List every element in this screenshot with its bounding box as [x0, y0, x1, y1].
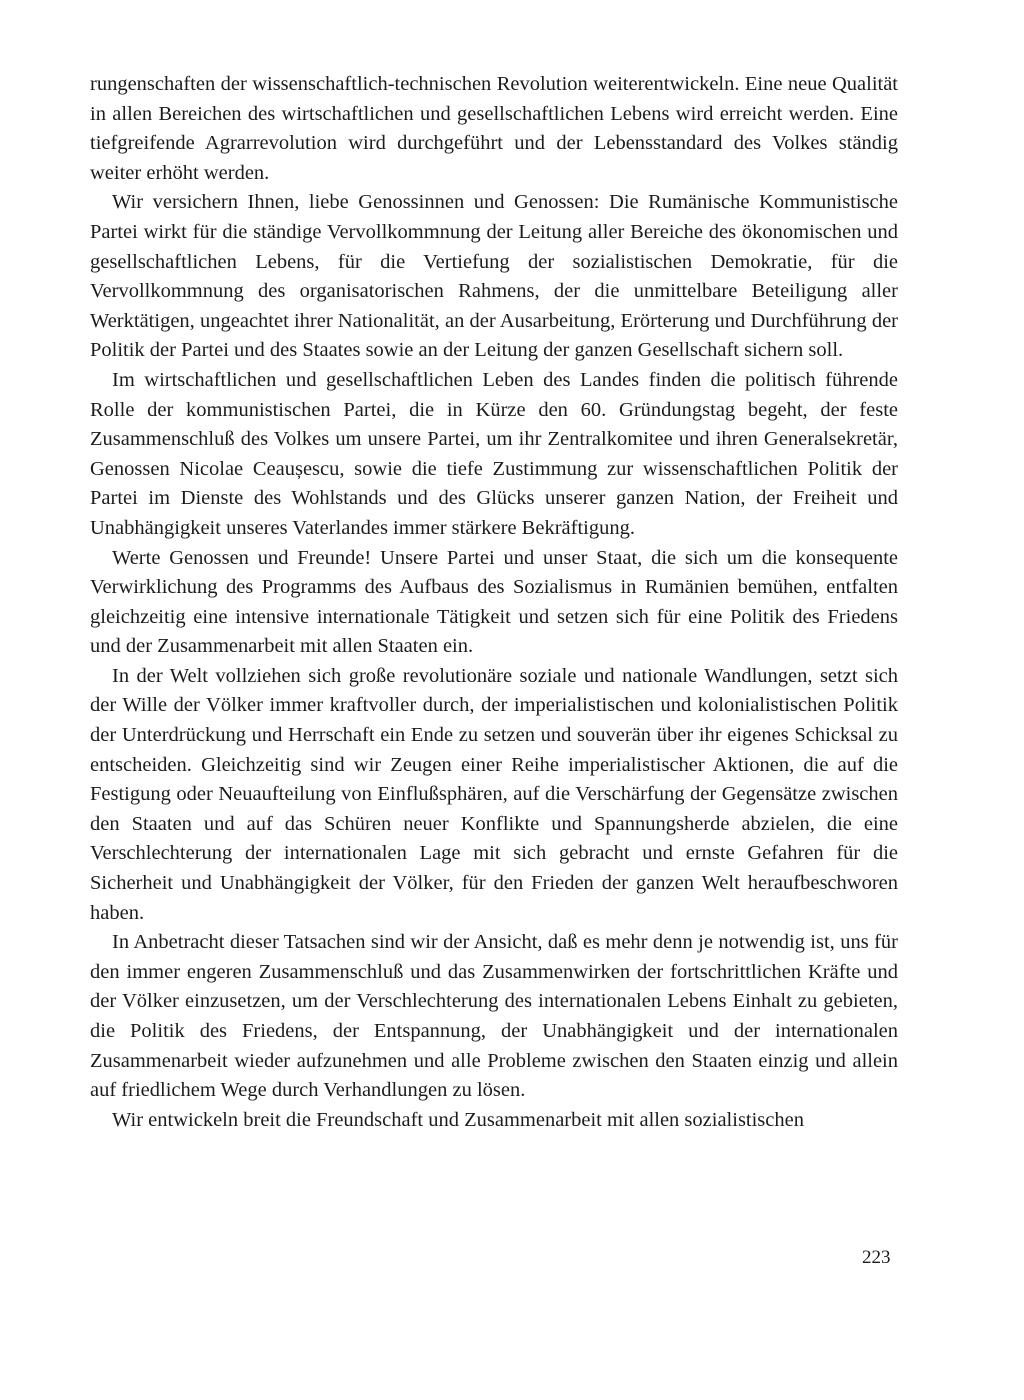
paragraph-7: Wir entwickeln breit die Freundschaft und Zusammenarbeit mit allen sozialistischen — [112, 1108, 804, 1131]
paragraph-3: Im wirtschaftlichen und gesellschaftlichen Leben des Landes finden die politisch führende Rolle der kommunistischen Partei, die in Kürze den 60. Gründungstag begeht, der feste Zusammenschluß des Volkes um unsere Partei, um ihr Zentralkomitee und ihren Generalsekretär, Genossen Nicolae Ceaușescu, sowie die tiefe Zustimmung zur wissenschaftlichen Politik der Partei im Dienste des Wohlstands und des Glücks unserer ganzen Nation, der Freiheit und Unabhängigkeit unseres Vaterlandes immer stärkere Bekräftigung. — [90, 368, 898, 539]
body-text — [90, 70, 898, 1135]
paragraph-1: rungenschaften der wissenschaftlich-technischen Revolution weiterentwickeln. Eine neue Qualität in allen Bereichen des wirtschaftlichen und gesellschaftlichen Lebens wird erreicht werden. Eine tiefgreifende Agrarrevolution wird durchgeführt und der Lebensstandard des Volkes ständig weiter erhöht werden. — [90, 73, 898, 184]
paragraph-5: In der Welt vollziehen sich große revolutionäre soziale und nationale Wandlungen, setzt sich der Wille der Völker immer kraftvoller durch, der imperialistischen und kolonialistischen Politik der Unterdrückung und Herrschaft ein Ende zu setzen und souverän über ihr eigenes Schicksal zu entscheiden. Gleichzeitig sind wir Zeugen einer Reihe imperialistischer Aktionen, die auf die Festigung oder Neuaufteilung von Einflußsphären, auf die Verschärfung der Gegensätze zwischen den Staaten und auf das Schüren neuer Konflikte und Spannungsherde abzielen, die eine Verschlechterung der internationalen Lage mit sich gebracht und ernste Gefahren für die Sicherheit und Unabhängigkeit der Völker, für den Frieden der ganzen Welt heraufbeschworen haben. — [90, 664, 898, 924]
paragraph-4: Werte Genossen und Freunde! Unsere Partei und unser Staat, die sich um die konsequente Verwirklichung des Programms des Aufbaus des Sozialismus in Rumänien bemühen, entfalten gleichzeitig eine intensive internationale Tätigkeit und setzen sich für eine Politik des Friedens und der Zusammenarbeit mit allen Staaten ein. — [90, 546, 898, 658]
paragraph-2: Wir versichern Ihnen, liebe Genossinnen und Genossen: Die Rumänische Kommunistische Partei wirkt für die ständige Vervollkommnung der Leitung aller Bereiche des ökonomischen und gesellschaftlichen Lebens, für die Vertiefung der sozialistischen Demokratie, für die Vervollkommnung des organisatorischen Rahmens, der die unmittelbare Beteiligung aller Werktätigen, ungeachtet ihrer Nationalität, an der Ausarbeitung, Erörterung und Durchführung der Politik der Partei und des Staates sowie an der Leitung der ganzen Gesellschaft sichern soll. — [90, 191, 898, 362]
paragraph-6: In Anbetracht dieser Tatsachen sind wir der Ansicht, daß es mehr denn je notwendig ist, uns für den immer engeren Zusammenschluß und das Zusammenwirken der fortschrittlichen Kräfte und der Völker einzusetzen, um der Verschlechterung des internationalen Lebens Einhalt zu gebieten, die Politik des Friedens, der Entspannung, der Unabhängigkeit und der internationalen Zusammenarbeit wieder aufzunehmen und alle Probleme zwischen den Staaten einzig und allein auf friedlichem Wege durch Verhandlungen zu lösen. — [90, 931, 898, 1102]
page-number: 223 — [862, 1247, 891, 1268]
